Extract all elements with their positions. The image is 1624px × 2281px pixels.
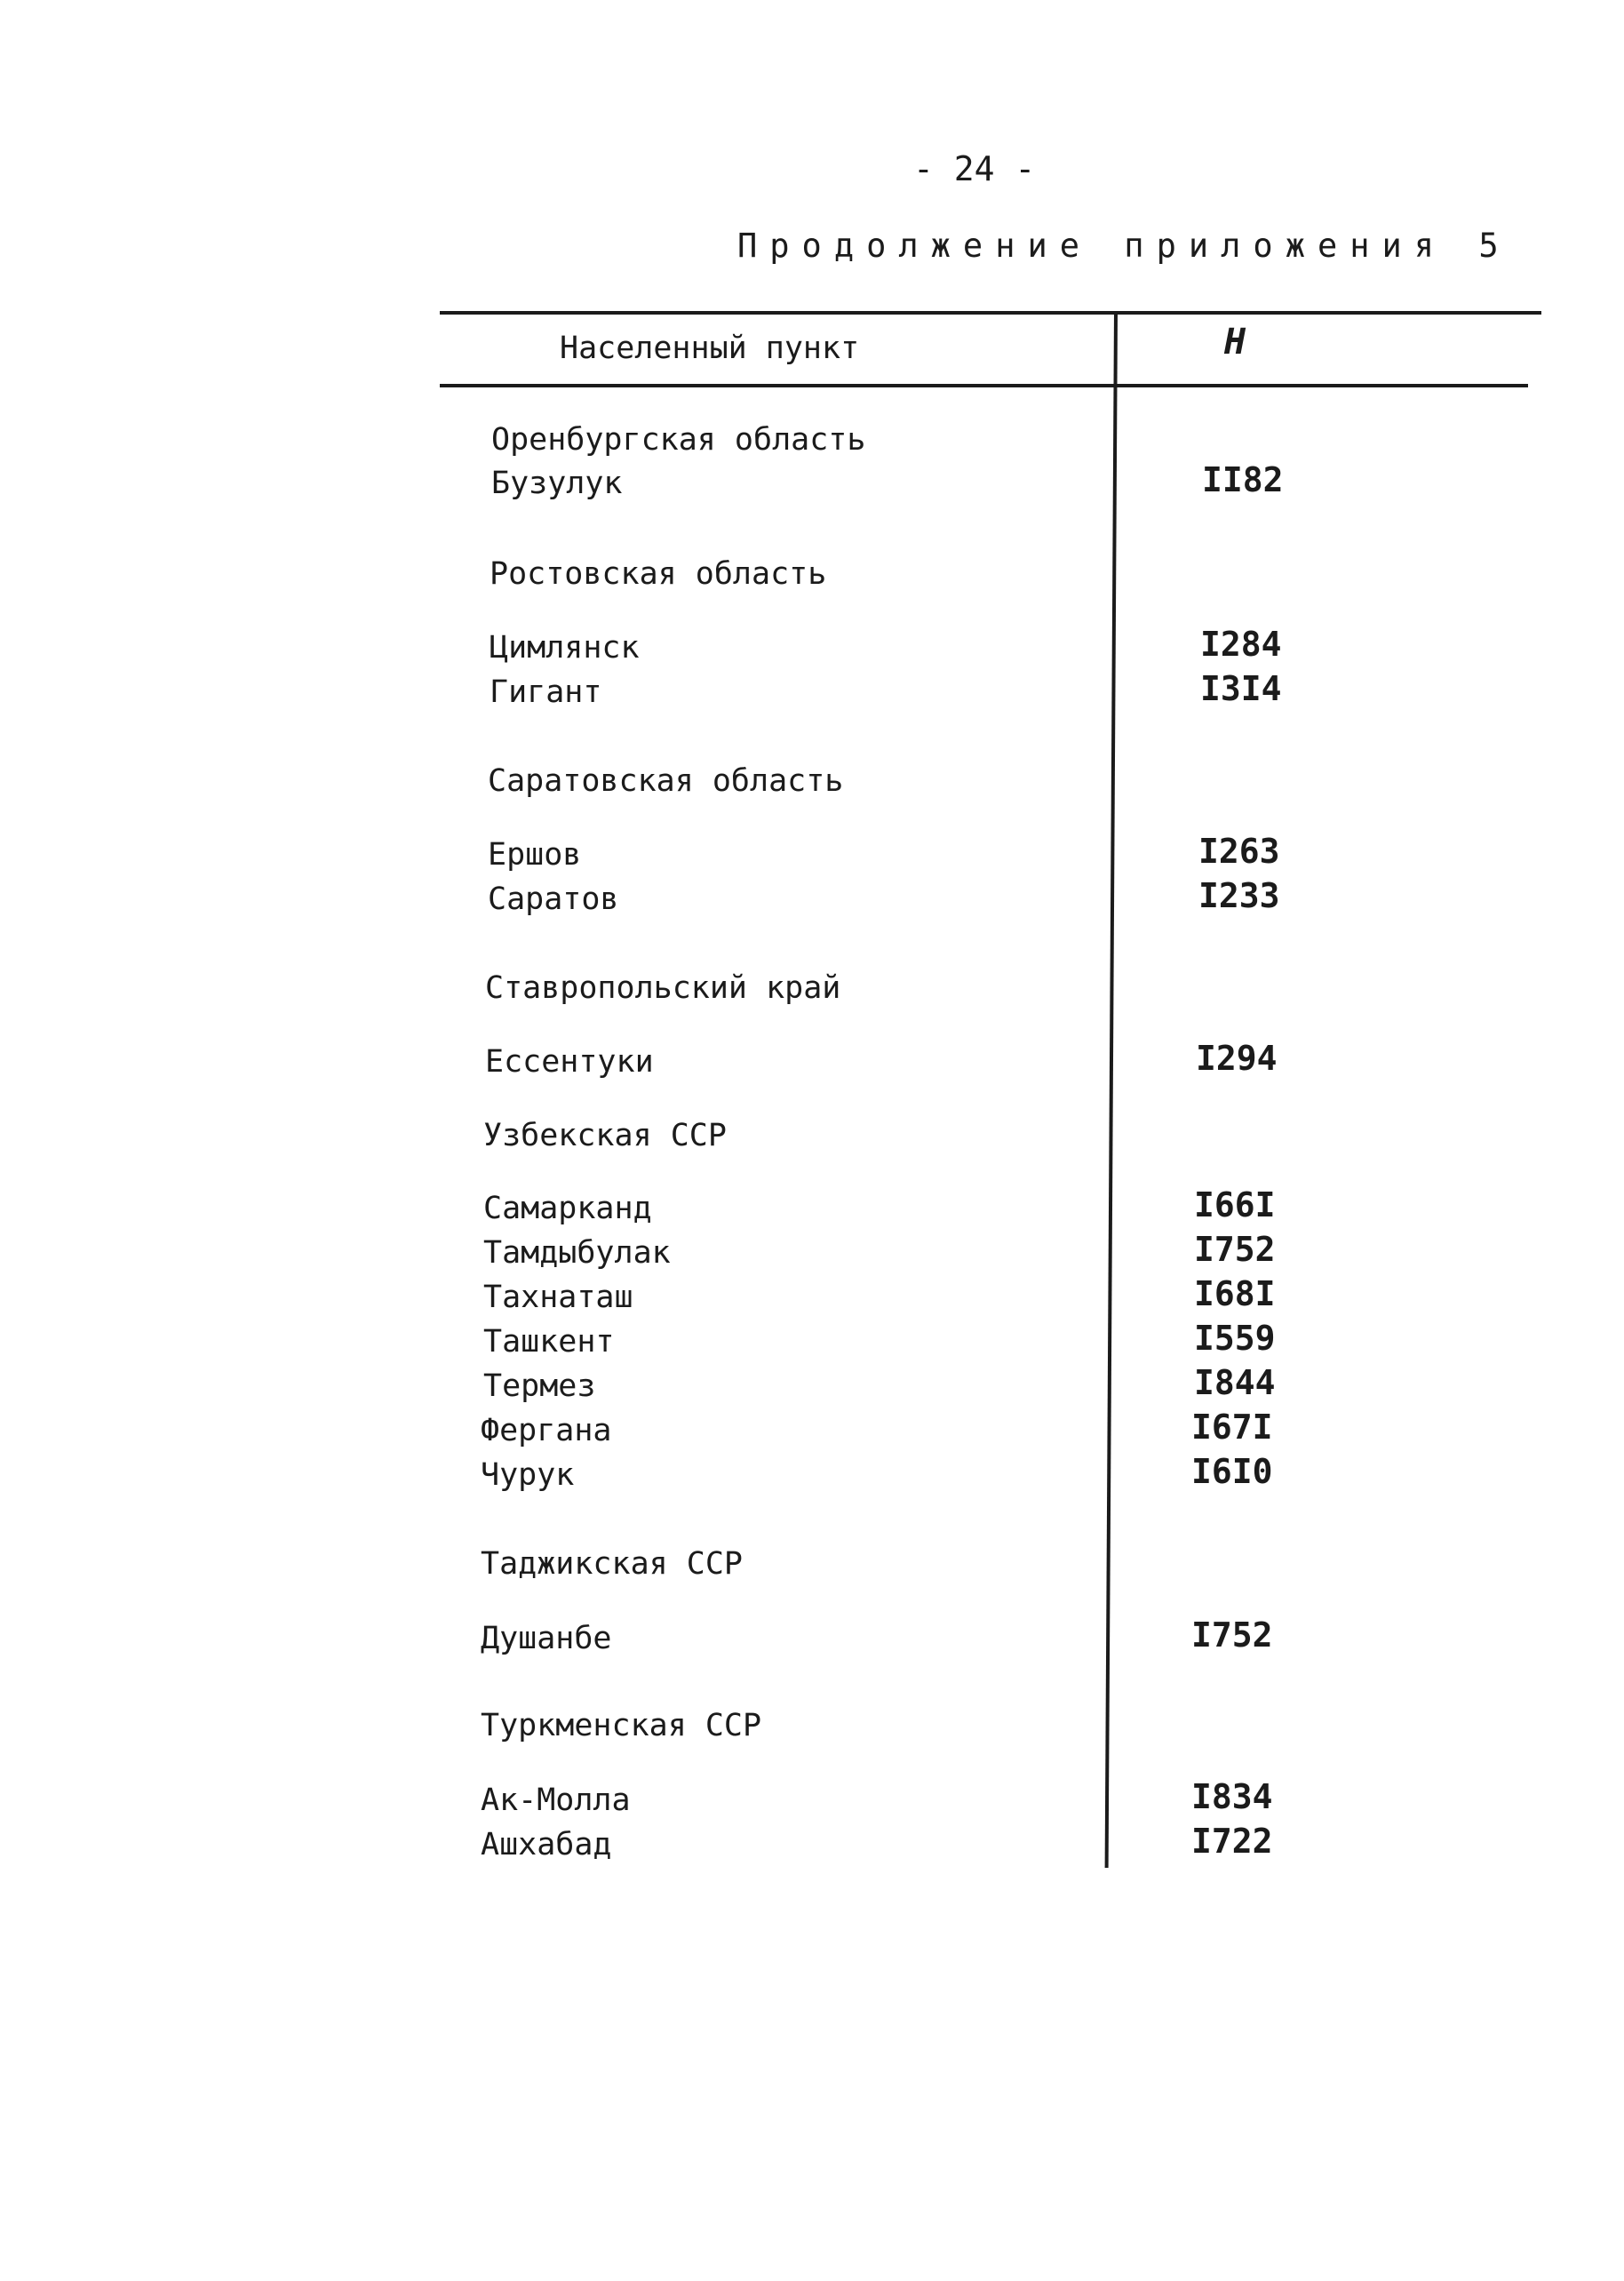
row-name: Самарканд: [483, 1191, 652, 1226]
row-value: I844: [1194, 1363, 1276, 1402]
row-value: I294: [1196, 1039, 1278, 1078]
row-name: Гигант: [490, 674, 602, 710]
row-value: II82: [1202, 460, 1284, 499]
row-name: Саратовская область: [488, 763, 844, 799]
row-value: I68I: [1194, 1274, 1276, 1313]
table-header-rule: [440, 384, 1528, 387]
table-column-divider: [1105, 311, 1118, 1868]
row-name: Термез: [483, 1368, 596, 1404]
row-value: I834: [1191, 1777, 1273, 1816]
continuation-heading: Продолжение приложения 5: [737, 227, 1511, 265]
row-value: I559: [1194, 1319, 1276, 1358]
row-name: Тахнаташ: [483, 1280, 633, 1315]
row-value: I3I4: [1200, 669, 1282, 708]
row-name: Ростовская область: [490, 556, 827, 592]
row-name: Цимлянск: [490, 630, 640, 666]
row-value: I752: [1191, 1615, 1273, 1655]
row-value: I6I0: [1191, 1452, 1273, 1491]
page-number: - 24 -: [913, 149, 1036, 188]
row-value: I284: [1200, 625, 1282, 664]
row-name: Таджикская ССР: [481, 1546, 744, 1582]
row-name: Туркменская ССР: [481, 1708, 762, 1743]
row-value: I752: [1194, 1230, 1276, 1269]
column-header-h: H: [1224, 322, 1246, 363]
row-name: Оренбургская область: [491, 422, 866, 458]
row-name: Фергана: [481, 1413, 612, 1448]
row-name: Тамдыбулак: [483, 1235, 671, 1271]
row-name: Чурук: [481, 1457, 575, 1493]
row-name: Ак-Молла: [481, 1783, 631, 1818]
row-name: Ессентуки: [485, 1044, 654, 1080]
row-name: Бузулук: [491, 466, 623, 501]
row-name: Ташкент: [483, 1324, 615, 1360]
row-name: Ершов: [488, 837, 582, 873]
row-value: I263: [1198, 832, 1280, 871]
row-name: Ставропольский край: [485, 970, 841, 1006]
row-value: I67I: [1191, 1408, 1273, 1447]
row-value: I66I: [1194, 1185, 1276, 1224]
row-name: Ашхабад: [481, 1827, 612, 1862]
table-top-rule: [440, 311, 1541, 315]
row-value: I722: [1191, 1822, 1273, 1861]
row-name: Узбекская ССР: [483, 1118, 727, 1153]
row-name: Душанбе: [481, 1621, 612, 1656]
row-value: I233: [1198, 876, 1280, 915]
row-name: Саратов: [488, 881, 619, 917]
column-header-settlement: Населенный пункт: [560, 331, 860, 366]
